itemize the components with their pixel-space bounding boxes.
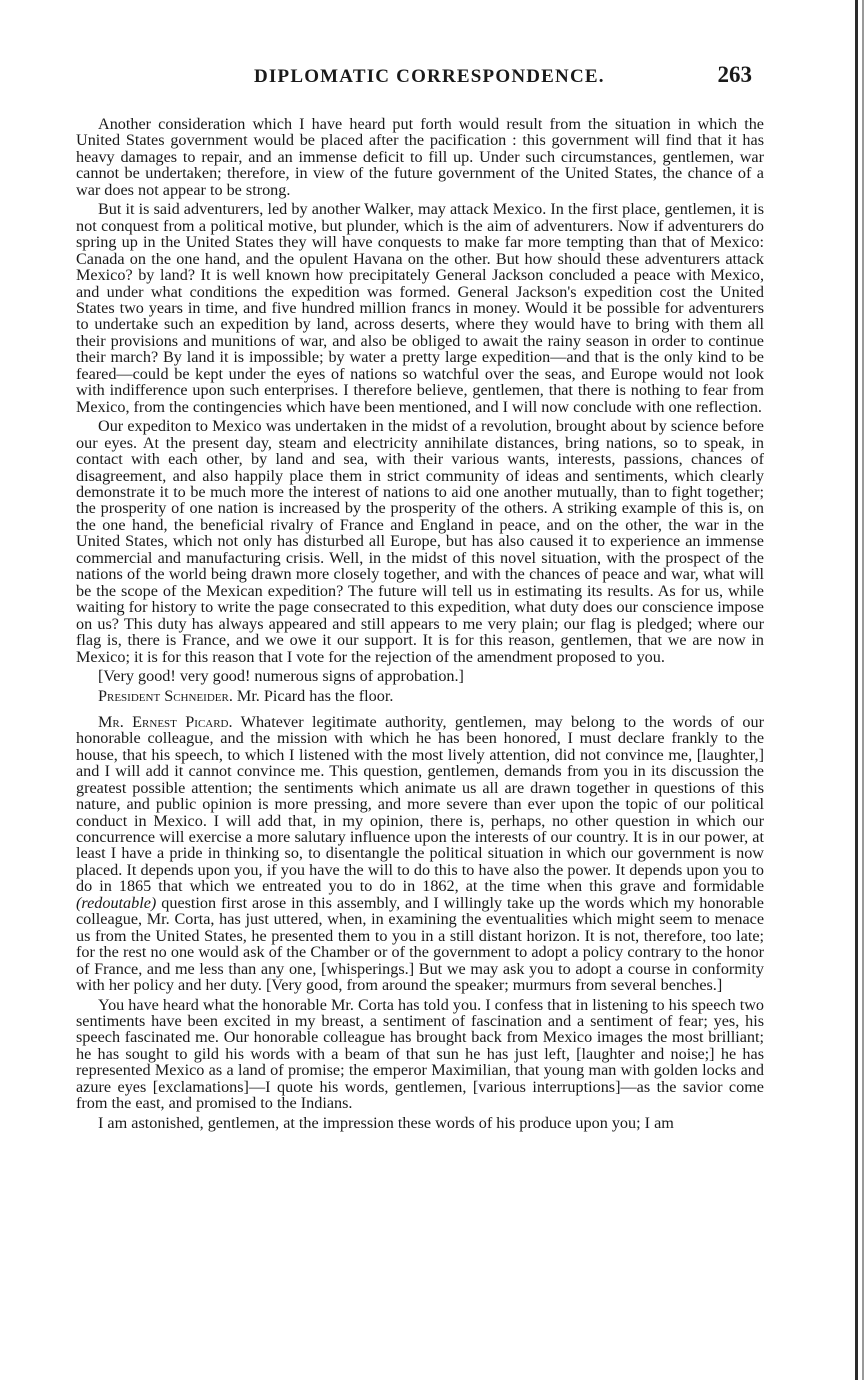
paragraph-adventurers: But it is said adventurers, led by another Walker, may attack Mexico. In the first place, gentlemen, it is not conquest from a political motive, but plunder, which is the aim of adventurers. Now if adventurers do spring up in the United States they will have conquests to make far more tempting than that of Mexico: Canada on the one hand, and the opulent Havana on the other. But how should these adventurers attack Mexico? by land? It is well known how precipitately General Jackson concluded a peace with Mexico, and under what conditions the expedition was formed. General Jackson's expedition cost the United States two years in time, and five hundred million francs in money. Would it be possible for adventurers to undertake such an expedition by land, across deserts, where they would have to bring with them all their provisions and munitions of war, and also be obliged to await the rainy season in order to continue their march? By land it is impossible; by water a pretty large expedition—and that is the only kind to be feared—could be kept under the eyes of nations so watchful over the seas, and Europe would not look with indifference upon such enterprises. I therefore believe, gentlemen, that there is nothing to fear from Mexico, from the contingencies which have been mentioned, and I will now conclude with one reflection. xyxy=(76,200,764,416)
italic-redoutable: (redoutable) xyxy=(76,893,157,912)
page-edge-line xyxy=(862,0,864,1380)
paragraph-ernest-picard xyxy=(76,714,764,994)
stage-direction-approbation: [Very good! very good! numerous signs of approbation.] xyxy=(98,666,464,685)
paragraph-corta-speech: You have heard what the honorable Mr. Corta has told you. I confess that in listening to his speech two sentiments have been excited in my breast, a sentiment of fascination and a sentiment of fear; yes, his speech fascinated me. Our honorable colleague has brought back from Mexico images the most brilliant; he has sought to gild his words with a beam of that sun he has just left, [laughter and noise;] he has represented Mexico as a land of promise; the emperor Maximilian, that young man with golden locks and azure eyes [exclamations]—I quote his words, gentlemen, [various interruptions]—as the savior come from the east, and promised to the Indians. xyxy=(76,995,764,1113)
speaker-text-picard-a: Whatever legitimate authority, gentlemen, may belong to the words of our honorable colleague, and the mission with which he has been honored, I must declare frankly to the house, that his speech, to which I listened with the most lively attention, did not convince me, [laughter,] and I will add it cannot convince me. This question, gentlemen, demands from you in its discussion the greatest possible attention; the sentiments which animate us all are drawn together in questions of this nature, and public opinion is more pressing, and more severe than ever upon the topic of our political conduct in Mexico. I will add that, in my opinion, there is, perhaps, no other question in which our concurrence will exercise a more salutary influence upon the interests of our country. It is in our power, at least I have a pride in thinking so, to disentangle the political situation in which our government is now placed. It depends upon you, if you have the will to do this to have also the power. It depends upon you to do in 1865 that which we entreated you to do in 1862, at the time when this grave and formidable xyxy=(76,712,765,896)
speaker-text-picard-b: question first arose in this assembly, and I willingly take up the words which my honorable colleague, Mr. Corta, has just uttered, when, in examining the eventualities which might seem to menace us from the United States, he presented them to you in a still distant horizon. It is not, therefore, too late; for the rest no one would ask of the Chamber or of the government to adopt a policy contrary to the honor of France, and me less than any one, [whisperings.] But we may ask you to adopt a course in conformity with her policy and her duty. [Very good, from around the speaker; murmurs from several benches.] xyxy=(76,893,764,995)
page-edge-shadow xyxy=(855,0,858,1380)
running-title: DIPLOMATIC CORRESPONDENCE. xyxy=(254,66,605,87)
speaker-text-schneider: Mr. Picard has the floor. xyxy=(236,687,394,706)
speaker-name-picard: Mr. Ernest Picard. xyxy=(98,712,233,731)
body-text xyxy=(76,116,764,1134)
paragraph-expedition-scope: Our expediton to Mexico was undertaken in the midst of a revolution, brought about by science before our eyes. At the present day, steam and electricity annihilate distances, bring nations, so to speak, in contact with each other, by land and sea, with their various wants, interests, passions, chances of disagreement, and also happily place them in strict community of ideas and sentiments, which clearly demonstrate it to be much more the interest of nations to aid one another mutually, than to fight together; the prosperity of one nation is increased by the prosperity of the others. A striking example of this is, on the one hand, the beneficial rivalry of France and England in peace, and on the other, the war in the United States, which not only has disturbed all Europe, but has also caused it to experience an immense commercial and manufacturing crisis. Well, in the midst of this novel situation, with the prospect of the nations of the world being drawn more closely together, and with the chances of peace and war, what will be the scope of the Mexican expedition? The future will tell us in estimating its results. As for us, while waiting for history to write the page consecrated to this expedition, what duty does our conscience impose on us? This duty has always appeared and still appears to me very plain; our flag is pledged; where our flag is, there is France, and we owe it our support. It is for this reason, gentlemen, that we are now in Mexico; it is for this reason that I vote for the rejection of the amendment proposed to you. xyxy=(76,417,764,666)
paragraph-additional-consideration: Another consideration which I have heard put forth would result from the situation in which the United States government would be placed after the pacification : this government will find that it has heavy damages to repair, and an immense deficit to fill up. Under such circumstances, gentlemen, war cannot be undertaken; therefore, in view of the future government of the United States, the chance of a war does not appear to be strong. xyxy=(76,115,764,199)
speaker-name-schneider: President Schneider. xyxy=(98,687,233,706)
paragraph-astonished: I am astonished, gentlemen, at the impression these words of his produce upon you; I am xyxy=(98,1113,674,1132)
paragraph-president-schneider xyxy=(76,688,764,704)
page-header xyxy=(74,62,764,92)
page-number: 263 xyxy=(717,62,752,87)
